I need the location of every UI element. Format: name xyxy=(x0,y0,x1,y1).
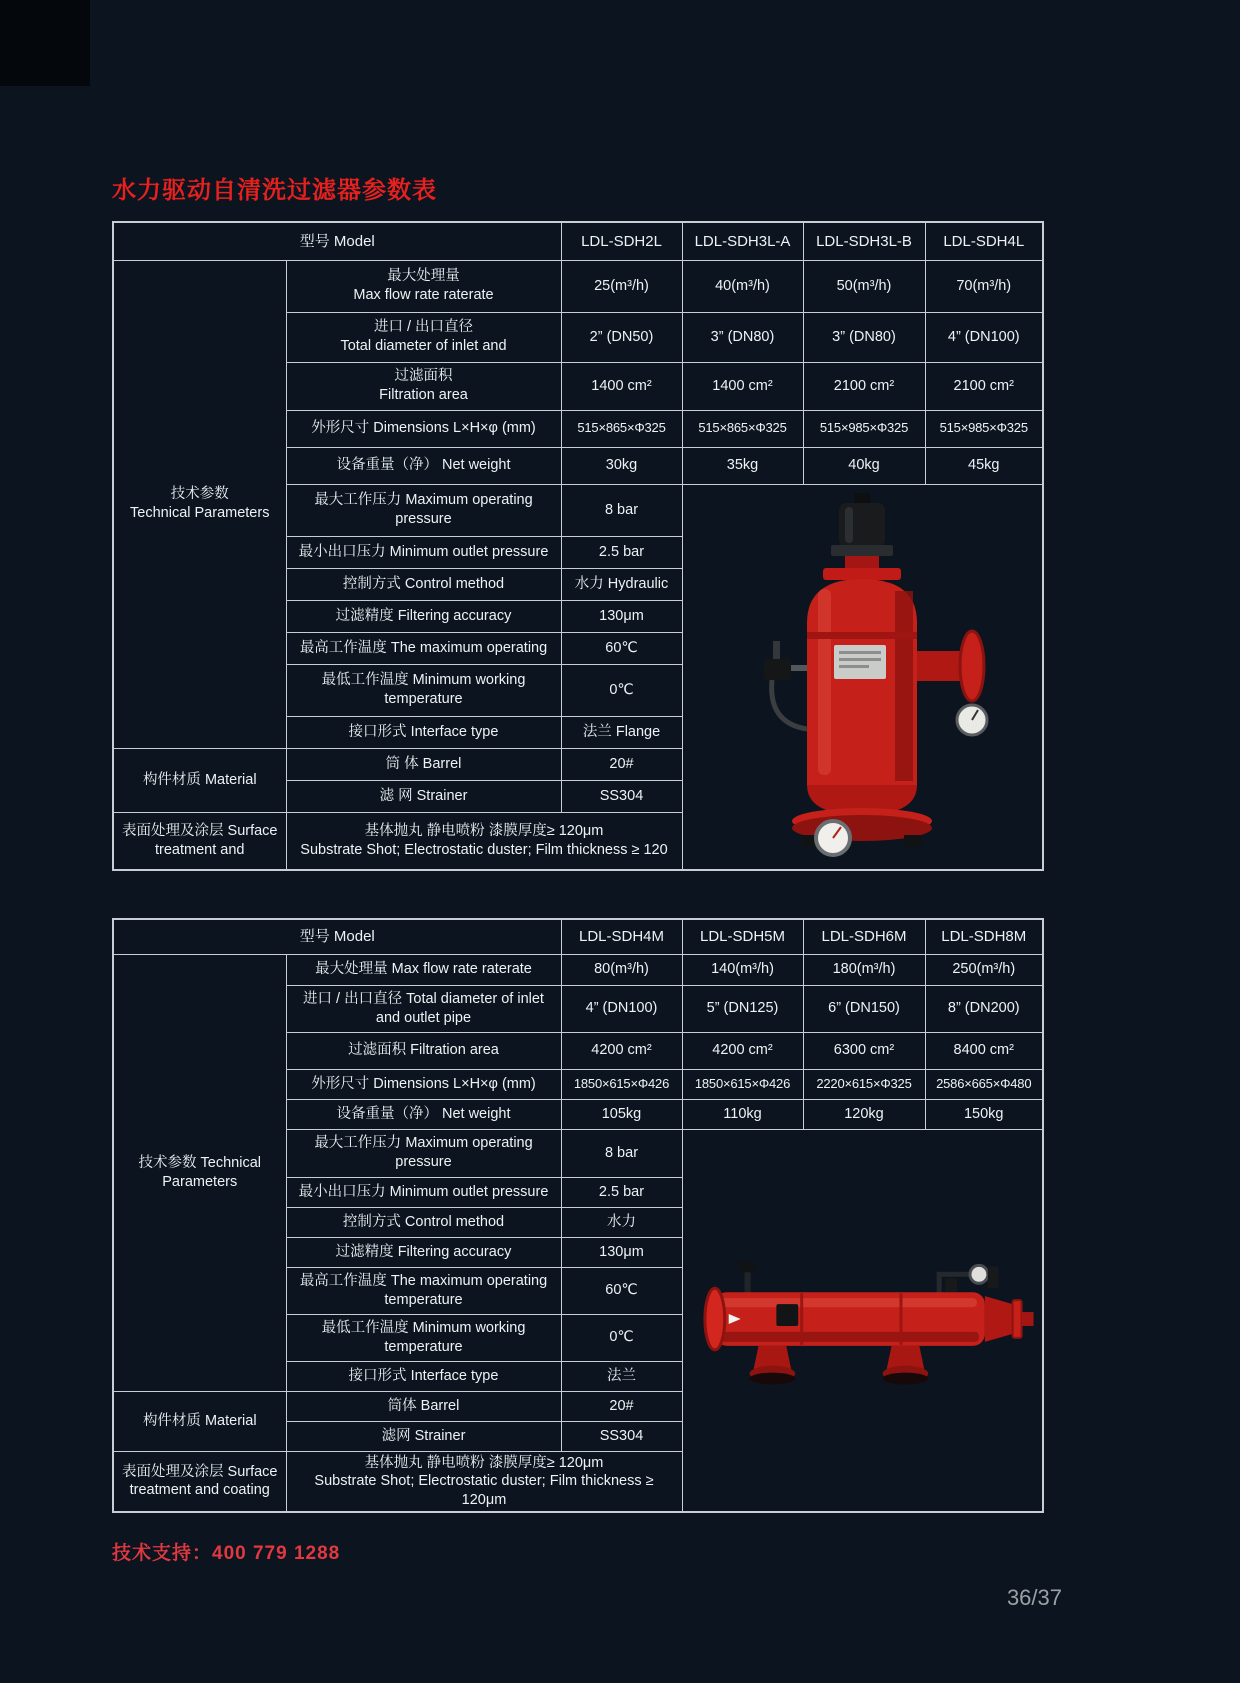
surface-value-cell xyxy=(286,1451,682,1512)
value-cell: 110kg xyxy=(682,1099,803,1129)
param-label-cell: 最低工作温度 Minimum working temperature xyxy=(286,1314,561,1361)
value-cell: 130μm xyxy=(561,1237,682,1267)
value-cell: 4200 cm² xyxy=(682,1032,803,1069)
table-row xyxy=(113,919,1043,954)
group-label-cell: 技术参数 Technical Parameters xyxy=(113,954,286,1391)
value-cell: 法兰 Flange xyxy=(561,716,682,748)
spec-table-2 xyxy=(112,918,1044,1513)
value-cell: 150kg xyxy=(925,1099,1043,1129)
value-cell: 515×985×Φ325 xyxy=(803,410,925,447)
value-cell: 水力 xyxy=(561,1207,682,1237)
param-label-cell: 进口 / 出口直径 Total diameter of inlet and outlet pipe xyxy=(286,985,561,1032)
value-cell: 30kg xyxy=(561,447,682,484)
table-row xyxy=(113,222,1043,260)
param-label-cell xyxy=(286,312,561,362)
value-cell: 2586×665×Φ480 xyxy=(925,1069,1043,1099)
value-cell: 1850×615×Φ426 xyxy=(682,1069,803,1099)
value-cell: 35kg xyxy=(682,447,803,484)
value-cell: 60℃ xyxy=(561,1267,682,1314)
group-label-cell: 构件材质 Material xyxy=(113,1391,286,1451)
value-cell: 8 bar xyxy=(561,1129,682,1177)
value-cell: 515×865×Φ325 xyxy=(682,410,803,447)
surface-value-line1: 基体抛丸 静电喷粉 漆膜厚度≥ 120μm xyxy=(364,823,604,840)
value-cell: 120kg xyxy=(803,1099,925,1129)
group-label-en: Technical Parameters xyxy=(130,505,270,521)
param-label-cell: 筒体 Barrel xyxy=(286,1391,561,1421)
param-label-cell: 过滤面积 Filtration area xyxy=(286,1032,561,1069)
model-name-cell: LDL-SDH3L-B xyxy=(803,222,925,260)
table-row xyxy=(113,260,1043,312)
param-label-cell: 最高工作温度 The maximum operating xyxy=(286,632,561,664)
value-cell: 1850×615×Φ426 xyxy=(561,1069,682,1099)
value-cell: 70(m³/h) xyxy=(925,260,1043,312)
value-cell: 180(m³/h) xyxy=(803,954,925,985)
group-label-cell: 构件材质 Material xyxy=(113,748,286,812)
model-name-cell: LDL-SDH4M xyxy=(561,919,682,954)
value-cell: 2” (DN50) xyxy=(561,312,682,362)
param-label-cell: 最高工作温度 The maximum operating temperature xyxy=(286,1267,561,1314)
value-cell: 60℃ xyxy=(561,632,682,664)
value-cell: 4” (DN100) xyxy=(925,312,1043,362)
param-label-en: Max flow rate raterate xyxy=(353,287,494,303)
model-name-cell: LDL-SDH3L-A xyxy=(682,222,803,260)
param-label-cell: 最大处理量 Max flow rate raterate xyxy=(286,954,561,985)
value-cell: 法兰 xyxy=(561,1361,682,1391)
value-cell: 50(m³/h) xyxy=(803,260,925,312)
model-name-cell: LDL-SDH4L xyxy=(925,222,1043,260)
param-label-cell: 最小出口压力 Minimum outlet pressure xyxy=(286,1177,561,1207)
value-cell: 0℃ xyxy=(561,1314,682,1361)
value-cell: 250(m³/h) xyxy=(925,954,1043,985)
param-label-cell xyxy=(286,260,561,312)
param-label-zh: 进口 / 出口直径 xyxy=(373,319,474,336)
model-name-cell: LDL-SDH6M xyxy=(803,919,925,954)
spec-table-1 xyxy=(112,221,1044,871)
param-label-cell: 最大工作压力 Maximum operating pressure xyxy=(286,484,561,536)
value-cell: 8400 cm² xyxy=(925,1032,1043,1069)
value-cell: 6300 cm² xyxy=(803,1032,925,1069)
horizontal-filter-product-image xyxy=(689,1240,1037,1400)
value-cell: 3” (DN80) xyxy=(803,312,925,362)
group-label-line1: 表面处理及涂层 Surface xyxy=(122,823,278,840)
value-cell: 0℃ xyxy=(561,664,682,716)
group-label-line2: treatment and xyxy=(155,841,245,858)
value-cell: 8” (DN200) xyxy=(925,985,1043,1032)
param-label-cell: 设备重量（净） Net weight xyxy=(286,447,561,484)
param-label-cell: 接口形式 Interface type xyxy=(286,1361,561,1391)
param-label-cell: 控制方式 Control method xyxy=(286,568,561,600)
value-cell: 4” (DN100) xyxy=(561,985,682,1032)
param-label-cell: 设备重量（净） Net weight xyxy=(286,1099,561,1129)
param-label-cell: 最低工作温度 Minimum working temperature xyxy=(286,664,561,716)
spec-table-1-wrapper xyxy=(112,221,1044,871)
model-name-cell: LDL-SDH8M xyxy=(925,919,1043,954)
vertical-filter-product-image xyxy=(712,491,1012,863)
param-label-cell: 过滤精度 Filtering accuracy xyxy=(286,600,561,632)
group-label-zh: 技术参数 xyxy=(170,486,229,503)
product-image-cell xyxy=(682,484,1043,870)
param-label-en: Total diameter of inlet and xyxy=(340,338,507,354)
value-cell: 40kg xyxy=(803,447,925,484)
product-image-cell xyxy=(682,1129,1043,1512)
model-header-cell: 型号 Model xyxy=(113,222,561,260)
param-label-cell xyxy=(286,362,561,410)
support-phone: 技术支持：400 779 1288 xyxy=(112,1543,341,1564)
surface-value-line2: Substrate Shot; Electrostatic duster; Film thickness ≥ 120 xyxy=(300,841,668,858)
param-label-cell: 滤网 Strainer xyxy=(286,1421,561,1451)
spec-table-2-wrapper xyxy=(112,918,1044,1513)
value-cell: 6” (DN150) xyxy=(803,985,925,1032)
value-cell: 1400 cm² xyxy=(561,362,682,410)
value-cell: 25(m³/h) xyxy=(561,260,682,312)
value-cell: 515×985×Φ325 xyxy=(925,410,1043,447)
value-cell: 515×865×Φ325 xyxy=(561,410,682,447)
value-cell: 2100 cm² xyxy=(925,362,1043,410)
value-cell: 40(m³/h) xyxy=(682,260,803,312)
value-cell: 140(m³/h) xyxy=(682,954,803,985)
param-label-cell: 过滤精度 Filtering accuracy xyxy=(286,1237,561,1267)
value-cell: 1400 cm² xyxy=(682,362,803,410)
value-cell: 80(m³/h) xyxy=(561,954,682,985)
table-row xyxy=(113,954,1043,985)
model-name-cell: LDL-SDH5M xyxy=(682,919,803,954)
value-cell: 2.5 bar xyxy=(561,536,682,568)
param-label-cell: 外形尺寸 Dimensions L×H×φ (mm) xyxy=(286,410,561,447)
value-cell: 2220×615×Φ325 xyxy=(803,1069,925,1099)
group-label-cell xyxy=(113,812,286,870)
surface-value-cell xyxy=(286,812,682,870)
corner-dark-block xyxy=(0,0,90,86)
value-cell: 4200 cm² xyxy=(561,1032,682,1069)
value-cell: 20# xyxy=(561,1391,682,1421)
param-label-cell: 最大工作压力 Maximum operating pressure xyxy=(286,1129,561,1177)
param-label-zh: 最大处理量 xyxy=(387,268,460,285)
page-number: 36/37 xyxy=(1006,1585,1062,1610)
value-cell: 45kg xyxy=(925,447,1043,484)
param-label-cell: 滤 网 Strainer xyxy=(286,780,561,812)
surface-value-line1: 基体抛丸 静电喷粉 漆膜厚度≥ 120μm xyxy=(364,1454,604,1471)
param-label-cell: 最小出口压力 Minimum outlet pressure xyxy=(286,536,561,568)
group-label-line2: treatment and coating xyxy=(129,1482,270,1499)
group-label-cell xyxy=(113,260,286,748)
param-label-cell: 控制方式 Control method xyxy=(286,1207,561,1237)
value-cell: 8 bar xyxy=(561,484,682,536)
value-cell: SS304 xyxy=(561,1421,682,1451)
value-cell: 130μm xyxy=(561,600,682,632)
group-label-line1: 表面处理及涂层 Surface xyxy=(122,1463,278,1480)
value-cell: 20# xyxy=(561,748,682,780)
surface-value-line2: Substrate Shot; Electrostatic duster; Film thickness ≥ 120μm xyxy=(314,1473,654,1508)
model-header-cell: 型号 Model xyxy=(113,919,561,954)
group-label-cell xyxy=(113,1451,286,1512)
param-label-cell: 筒 体 Barrel xyxy=(286,748,561,780)
value-cell: 105kg xyxy=(561,1099,682,1129)
value-cell: SS304 xyxy=(561,780,682,812)
page-title: 水力驱动自清洗过滤器参数表 xyxy=(112,177,437,204)
value-cell: 3” (DN80) xyxy=(682,312,803,362)
value-cell: 2100 cm² xyxy=(803,362,925,410)
model-name-cell: LDL-SDH2L xyxy=(561,222,682,260)
value-cell: 5” (DN125) xyxy=(682,985,803,1032)
param-label-zh: 过滤面积 xyxy=(394,368,453,385)
param-label-cell: 外形尺寸 Dimensions L×H×φ (mm) xyxy=(286,1069,561,1099)
param-label-cell: 接口形式 Interface type xyxy=(286,716,561,748)
value-cell: 2.5 bar xyxy=(561,1177,682,1207)
param-label-en: Filtration area xyxy=(379,387,468,403)
value-cell: 水力 Hydraulic xyxy=(561,568,682,600)
